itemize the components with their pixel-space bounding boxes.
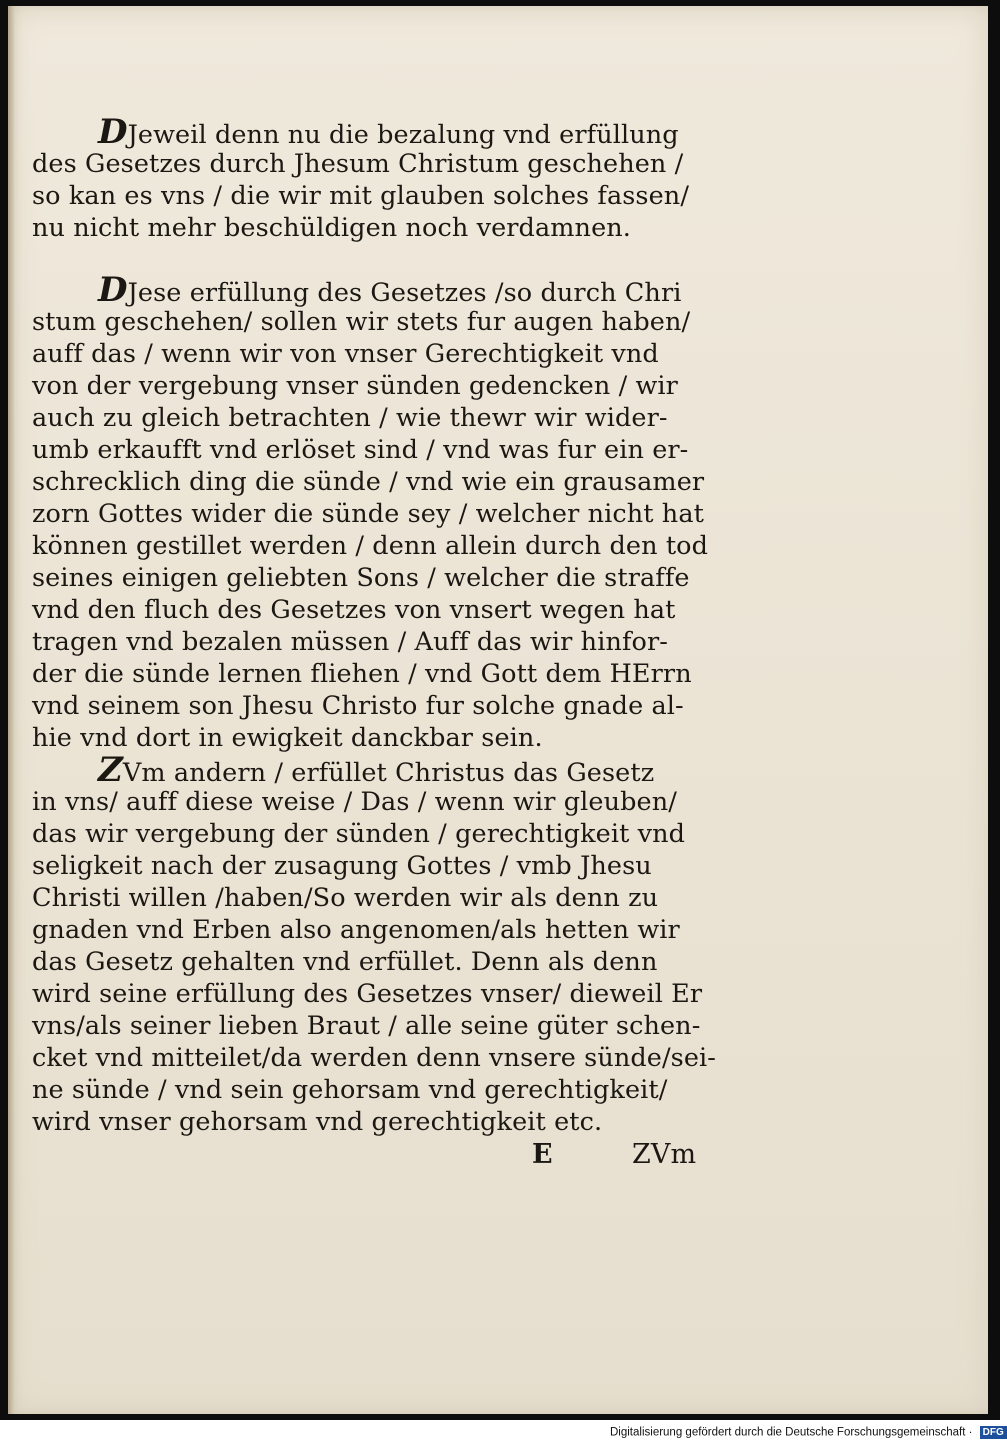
line-text: das Gesetz gehalten vnd erfüllet. Denn als denn [32,947,658,977]
credit-text: Digitalisierung gefördert durch die Deutsche Forschungsgemeinschaft · [610,1426,973,1439]
text-line [32,1042,732,1074]
text-line [32,180,732,212]
text-line [32,690,732,722]
line-text: vnd seinem son Jhesu Christo fur solche gnade al- [32,691,684,721]
text-line [32,338,732,370]
line-text: können gestillet werden / denn allein durch den tod [32,531,709,561]
line-text: tragen vnd bezalen müssen / Auff das wir hinfor- [32,627,668,657]
text-line [32,1106,732,1138]
text-line [32,1010,732,1042]
text-line [32,562,732,594]
line-text: des Gesetzes durch Jhesum Christum geschehen / [32,149,684,179]
line-text: wird seine erfüllung des Gesetzes vnser/ dieweil Er [32,979,703,1009]
text-line [32,370,732,402]
line-text: nu nicht mehr beschüldigen noch verdamnen. [32,213,632,243]
text-line [32,112,732,152]
text-line [32,530,732,562]
text-line [32,148,732,180]
line-text: Jese erfüllung des Gesetzes /so durch Chri [127,278,682,308]
line-text: auff das / wenn wir von vnser Gerechtigkeit vnd [32,339,659,369]
text-line [32,498,732,530]
initial-letter: D [98,270,128,310]
text-line [32,946,732,978]
text-line [32,402,732,434]
dfg-logo: DFG [980,1426,1007,1439]
digitization-credit [610,1426,1007,1439]
line-text: umb erkaufft vnd erlöset sind / vnd was fur ein er- [32,435,689,465]
text-line [32,850,732,882]
line-text: stum geschehen/ sollen wir stets fur augen haben/ [32,307,691,337]
line-text: hie vnd dort in ewigkeit danckbar sein. [32,723,543,753]
text-line [32,882,732,914]
page-text-block [32,112,732,1172]
catchword-row [32,1138,732,1172]
line-text: der die sünde lernen fliehen / vnd Gott dem HErrn [32,659,692,689]
book-page [8,6,988,1414]
text-line [32,212,732,244]
paragraph [32,270,732,754]
text-line [32,626,732,658]
text-line [32,434,732,466]
text-line [32,466,732,498]
text-line [32,594,732,626]
text-line [32,722,732,754]
text-line [32,786,732,818]
text-line [32,1074,732,1106]
line-text: in vns/ auff diese weise / Das / wenn wir gleuben/ [32,787,677,817]
line-text: zorn Gottes wider die sünde sey / welcher nicht hat [32,499,704,529]
paragraph [32,750,732,1138]
text-line [32,914,732,946]
line-text: von der vergebung vnser sünden gedencken / wir [32,371,678,401]
text-line [32,818,732,850]
line-text: das wir vergebung der sünden / gerechtigkeit vnd [32,819,686,849]
line-text: seligkeit nach der zusagung Gottes / vmb Jhesu [32,851,652,881]
line-text: ne sünde / vnd sein gehorsam vnd gerechtigkeit/ [32,1075,668,1105]
line-text: so kan es vns / die wir mit glauben solches fassen/ [32,181,690,211]
line-text: gnaden vnd Erben also angenomen/als hetten wir [32,915,680,945]
line-text: cket vnd mitteilet/da werden denn vnsere sünde/sei- [32,1043,717,1073]
text-line [32,750,732,790]
line-text: Vm andern / erfüllet Christus das Gesetz [122,758,655,788]
catchword: ZVm [632,1139,697,1170]
text-line [32,978,732,1010]
text-line [32,270,732,310]
line-text: Jeweil denn nu die bezalung vnd erfüllung [127,120,679,150]
paragraph [32,112,732,244]
line-text: vns/als seiner lieben Braut / alle seine güter schen- [32,1011,701,1041]
page-spine-shadow [8,6,14,1414]
line-text: vnd den fluch des Gesetzes von vnsert wegen hat [32,595,676,625]
signature-mark: E [532,1139,553,1170]
line-text: wird vnser gehorsam vnd gerechtigkeit etc. [32,1107,603,1137]
text-line [32,658,732,690]
line-text: Christi willen /haben/So werden wir als denn zu [32,883,659,913]
line-text: auch zu gleich betrachten / wie thewr wir wider- [32,403,668,433]
line-text: schrecklich ding die sünde / vnd wie ein grausamer [32,467,705,497]
text-line [32,306,732,338]
initial-letter: Z [98,750,123,790]
initial-letter: D [98,112,128,152]
line-text: seines einigen geliebten Sons / welcher die straffe [32,563,690,593]
